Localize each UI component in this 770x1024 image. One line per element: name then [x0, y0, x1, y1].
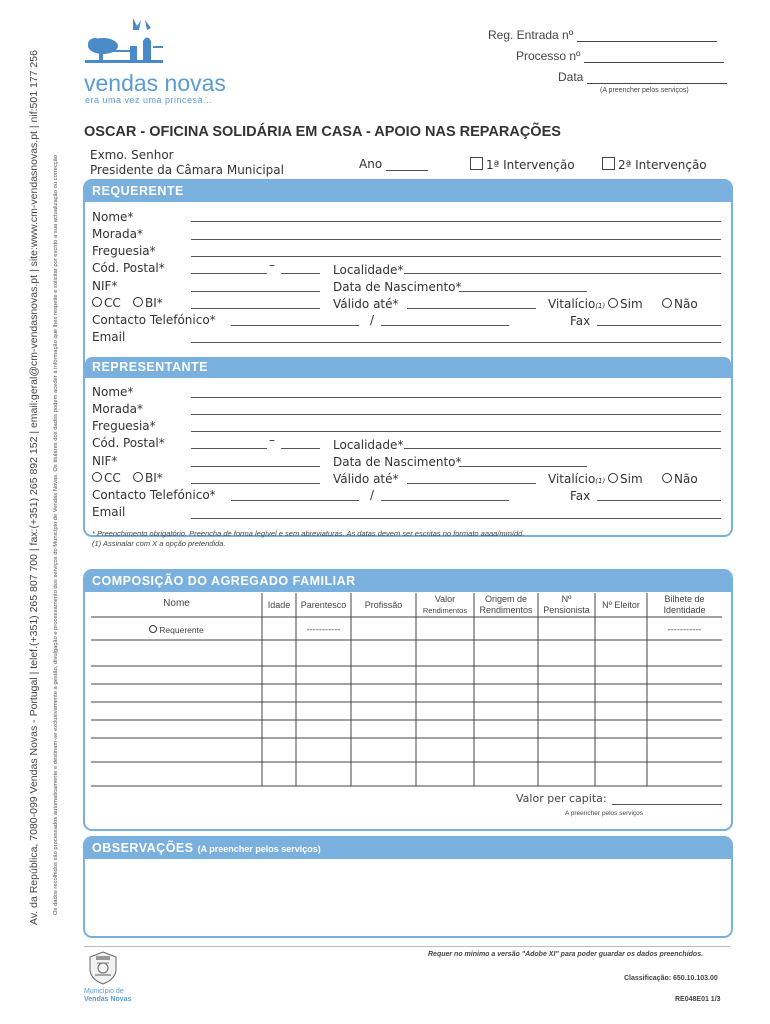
representante-datanasc-label: Data de Nascimento*	[333, 455, 462, 469]
per-capita-field[interactable]	[612, 804, 722, 805]
municipio-line2: Vendas Novas	[84, 996, 132, 1003]
col-eleitor: Nº Eleitor	[602, 600, 640, 610]
requerente-vitalicio-nao[interactable]: Não	[662, 297, 698, 311]
requerente-row-radio[interactable]	[149, 625, 157, 633]
per-capita-note: A preencher pelos serviços	[565, 810, 644, 817]
col-valor: Valor Rendimentos	[422, 594, 468, 615]
requerente-vitalicio-label: Vitalício(1)	[548, 297, 606, 311]
row-requerente[interactable]: Requerente	[91, 625, 262, 635]
process-label: Processo nº	[516, 49, 581, 63]
observacoes-header: OBSERVAÇÕES (A preencher pelos serviços)	[85, 838, 731, 859]
representante-header: REPRESENTANTE	[92, 360, 209, 374]
requerente-header: REQUERENTE	[85, 181, 731, 202]
logo-name: vendas novas	[84, 70, 226, 96]
first-intervention-option[interactable]: 1ª Intervenção	[470, 157, 575, 172]
representante-fax-label: Fax	[570, 489, 591, 503]
adobe-note: Requer no mínimo a versão "Adobe XI" para poder guardar os dados preenchidos.	[428, 951, 704, 958]
representante-freguesia-label: Freguesia*	[92, 419, 156, 433]
representante-contacto-label: Contacto Telefónico*	[92, 488, 216, 502]
requerente-datanasc-label: Data de Nascimento*	[333, 280, 462, 294]
mandatory-note: * Preenchimento obrigatório. Preencha de forma legível e sem abreviaturas. As datas devem ser escritas no formato aaaa/mm/dd.	[92, 529, 525, 538]
requerente-valido-label: Válido até*	[333, 297, 399, 311]
representante-email-label: Email	[92, 505, 126, 519]
logo-tagline: era uma vez uma princesa...	[85, 95, 213, 105]
representante-bi-option[interactable]: BI*	[133, 471, 163, 485]
year-field[interactable]: _______	[385, 157, 428, 171]
option-note: (1) Assinalar com X a opção pretendida.	[92, 539, 226, 548]
reg-entry-label: Reg. Entrada nº	[488, 28, 574, 42]
requerente-contacto-label: Contacto Telefónico*	[92, 313, 216, 327]
col-idade: Idade	[267, 600, 291, 610]
requerente-freguesia-label: Freguesia*	[92, 244, 156, 258]
requerente-morada-label: Morada*	[92, 227, 143, 241]
col-profissao: Profissão	[364, 600, 403, 610]
representante-localidade-label: Localidade*	[333, 438, 404, 452]
col-pensionista: Nº Pensionista	[543, 594, 590, 615]
requerente-localidade-label: Localidade*	[333, 263, 404, 277]
requerente-codpostal-dash: –	[269, 258, 275, 272]
registry-note: (A preencher pelos serviços)	[600, 87, 689, 94]
col-bilhete: Bilhete de Identidade	[663, 594, 706, 615]
requerente-cc-option[interactable]: CC	[92, 296, 121, 310]
requerente-codpostal-label: Cód. Postal*	[92, 261, 165, 275]
col-parentesco: Parentesco	[300, 600, 347, 610]
requerente-fax-label: Fax	[570, 314, 591, 328]
second-intervention-option[interactable]: 2ª Intervenção	[602, 157, 707, 172]
representante-cc-option[interactable]: CC	[92, 471, 121, 485]
representante-morada-label: Morada*	[92, 402, 143, 416]
agregado-header: COMPOSIÇÃO DO AGREGADO FAMILIAR	[85, 571, 731, 592]
representante-vitalicio-sim[interactable]: Sim	[608, 472, 643, 486]
requerente-contacto-slash: /	[370, 313, 375, 327]
representante-nome-label: Nome*	[92, 385, 134, 399]
salutation-line2: Presidente da Câmara Municipal	[90, 163, 284, 177]
requerente-bi-option[interactable]: BI*	[133, 296, 163, 310]
representante-vitalicio-label: Vitalício(1)	[548, 472, 606, 486]
representante-vitalicio-nao[interactable]: Não	[662, 472, 698, 486]
representante-codpostal-label: Cód. Postal*	[92, 436, 165, 450]
requerente-nif-label: NIF*	[92, 279, 118, 293]
row-requerente-bilhete: -----------	[667, 625, 702, 635]
salutation-line1: Exmo. Senhor	[90, 148, 174, 162]
date-label: Data	[558, 70, 584, 84]
classificacao: Classificação: 650.10.103.00	[624, 975, 718, 982]
requerente-nome-label: Nome*	[92, 210, 134, 224]
observacoes-section[interactable]	[83, 836, 733, 938]
col-nome: Nome	[163, 598, 190, 609]
representante-valido-label: Válido até*	[333, 472, 399, 486]
sidebar-address: Av. da República, 7080-099 Vendas Novas - Portugal | telef.(+351) 265 807 700 | fax:(+351) 265 892 152 | email:geral@cm-vendasnovas.pt | site:www.cm-vendasnovas.pt | nif:501 177 256	[28, 50, 40, 925]
row-requerente-parentesco: -----------	[306, 625, 341, 635]
municipio-line1: Município de	[84, 988, 124, 995]
document-ref: RE048E01 1/3	[675, 996, 721, 1003]
per-capita-label: Valor per capita:	[516, 792, 607, 805]
representante-contacto-slash: /	[370, 488, 375, 502]
representante-nif-label: NIF*	[92, 454, 118, 468]
footer-divider	[84, 946, 730, 947]
sidebar-privacy: Os dados recolhidos são processados automaticamente e destinam-se exclusivamente à gestão, divulgação e processamento dos serviços do Município de Vendas Novas. Os titulares dos dados podem aceder à informação que lhes respeite e solicitar por escrito a sua actualização ou correcção	[53, 154, 59, 915]
requerente-email-label: Email	[92, 330, 126, 344]
representante-codpostal-dash: –	[269, 433, 275, 447]
requerente-vitalicio-sim[interactable]: Sim	[608, 297, 643, 311]
year-label: Ano _______	[359, 157, 428, 171]
page-title: OSCAR - OFICINA SOLIDÁRIA EM CASA - APOIO NAS REPARAÇÕES	[84, 124, 561, 140]
col-origem: Origem de Rendimentos	[479, 594, 533, 615]
municipal-crest-icon	[88, 951, 118, 985]
